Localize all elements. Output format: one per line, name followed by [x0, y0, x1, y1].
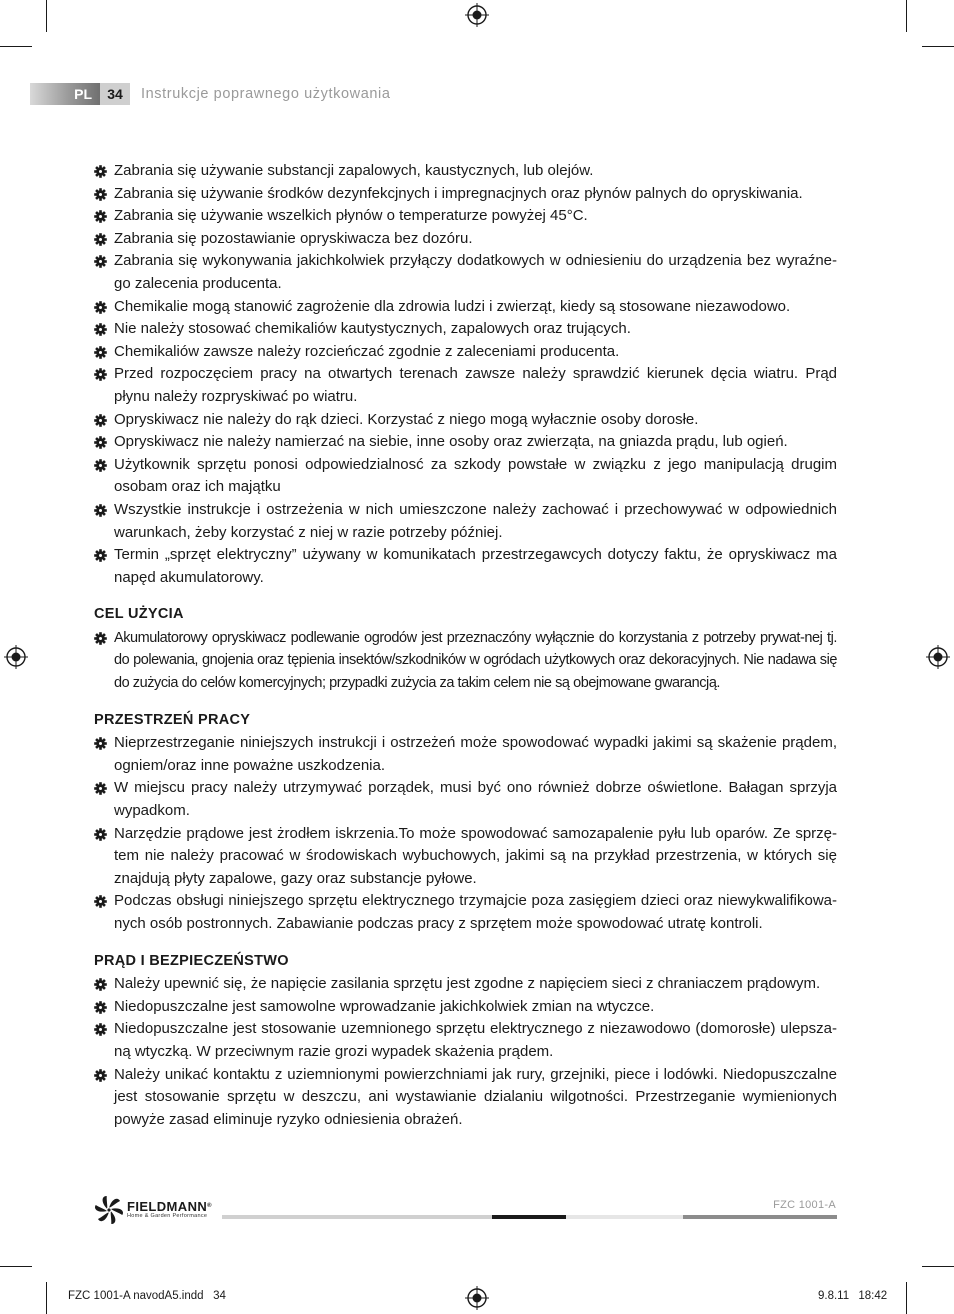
list-item-text: Chemikalie mogą stanowić zagrożenie dla zdrowia ludzi i zwierząt, kiedy są stosowane niezawodowo.	[114, 297, 791, 315]
list-item-text: Opryskiwacz nie należy namierzać na siebie, inne osoby oraz zwierząta, na gniazda prądu, lub ogień.	[114, 433, 788, 451]
section-title: PRZESTRZEŃ PRACY	[94, 711, 251, 728]
print-slug-timestamp	[818, 1290, 887, 1302]
gear-bullet-icon	[94, 188, 107, 201]
list-item	[94, 627, 837, 695]
gear-bullet-icon	[94, 436, 107, 449]
list-item-text: Należy upewnić się, że napięcie zasilania sprzętu jest zgodne z napięciem sieci z chraniaczem prądowym.	[114, 975, 821, 993]
gear-bullet-icon	[94, 368, 107, 381]
list-item	[94, 499, 837, 544]
list-item	[94, 1018, 837, 1063]
list-item	[94, 823, 837, 891]
section	[94, 603, 837, 694]
sections-container	[94, 603, 837, 1131]
document-body	[94, 160, 837, 1131]
list-item-text: Nieprzestrzeganie niniejszych instrukcji i ostrzeżeń może spowodować wypadki jakimi są skażenie prądem, ogniem/oraz inne poważne uszkodzenia.	[114, 734, 837, 774]
list-item	[94, 341, 837, 364]
section	[94, 950, 837, 1132]
gear-bullet-icon	[94, 346, 107, 359]
gear-bullet-icon	[94, 737, 107, 750]
list-item-text: Nie należy stosować chemikaliów kautystycznych, zapalowych oraz trujących.	[114, 320, 631, 338]
list-item	[94, 890, 837, 935]
list-item-text: Zabrania się używanie środków dezynfekcjnych i impregnacjnych oraz płynów palnych do opryskiwania.	[114, 184, 803, 202]
gear-bullet-icon	[94, 255, 107, 268]
list-item-text: Zabrania się używanie substancji zapalowych, kaustycznych, lub olejów.	[114, 162, 594, 179]
list-item-text: Podczas obsługi niniejszego sprzętu elektrycznego trzymajcie poza zasięgiem dzieci oraz niewykwalifikowa-nych osób postronnych. Zabawianie podczas pracy z sprzętem może spowodować utratę kontroli.	[114, 892, 837, 932]
list-item-text: Zabrania się pozostawianie opryskiwacza bez dozóru.	[114, 229, 473, 247]
intro-bullet-list	[94, 160, 837, 589]
registration-mark-icon	[926, 645, 950, 669]
gear-bullet-icon	[94, 1001, 107, 1014]
footer-bar-mid	[683, 1215, 837, 1219]
list-item	[94, 409, 837, 432]
crop-mark-bottom-left-h	[0, 1266, 32, 1267]
language-label: PL	[30, 83, 100, 105]
registration-mark-icon	[465, 3, 489, 27]
list-item-text: Użytkownik sprzętu ponosi odpowiedzialnosć za szkody powstałe w związku z jego manipulacją drugim osobam oraz ich majątku	[114, 455, 837, 496]
page-header-band	[30, 83, 130, 105]
list-item	[94, 431, 837, 454]
page-title: Instrukcje poprawnego użytkowania	[141, 86, 391, 102]
crop-mark-top-right-v	[906, 0, 907, 32]
gear-bullet-icon	[94, 895, 107, 908]
list-item-text: Zabrania się używanie wszelkich płynów o temperaturze powyżej 45°C.	[114, 207, 588, 225]
list-item-text: Niedopuszczalne jest stosowanie uzemnionego sprzętu elektrycznego z niezawodowo (domorosłe) ulepsza-ną wtyczką. W przeciwnym razie grozi wypadek skażenia prądem.	[114, 1020, 837, 1060]
list-item	[94, 183, 837, 206]
list-item-text: Narzędzie prądowe jest żrodłem iskrzenia.To może spowodować samozapalenie pyłu lub oparów. Ze sprzę-tem nie należy pracować w środowiskach wybuchowych, jakimi są na przykład przestrzenia, w których się znajdują płyty zapalowe, gazy oraz substancje pyłowe.	[114, 824, 837, 887]
brand-logo	[94, 1194, 224, 1226]
list-item	[94, 363, 837, 408]
list-item-text: Akumulatorowy opryskiwacz podlewanie ogrodów jest przeznaczóny wyłącznie do korzystania z potrzeby prywat-nej tj. do polewania, gnojenia oraz tępienia insektów/szkodników w ogródach użytkowych oraz dekoracyjnych. Nie nadawa się do zużycia do celów komercyjnych; przypadki zużycia za takim celem nie są obejmowane gwarancją.	[114, 629, 837, 692]
list-item-text: W miejscu pracy należy utrzymywać porządek, musi być ono również dobrze oświetlone. Bałagan sprzyja wypadkom.	[114, 779, 837, 820]
list-item	[94, 454, 837, 499]
gear-bullet-icon	[94, 210, 107, 223]
crop-mark-top-left-v	[46, 0, 47, 32]
gear-bullet-icon	[94, 782, 107, 795]
footer-bar-dark	[492, 1215, 566, 1219]
crop-mark-top-right-h	[922, 46, 954, 47]
list-item	[94, 732, 837, 777]
list-item	[94, 228, 837, 251]
gear-bullet-icon	[94, 632, 107, 645]
print-slug-time: 18:42	[858, 1290, 888, 1302]
crop-mark-bottom-left-v	[46, 1282, 47, 1314]
list-item	[94, 160, 837, 183]
list-item-text: Chemikaliów zawsze należy rozcieńczać zgodnie z zaleceniami producenta.	[114, 342, 620, 360]
list-item	[94, 777, 837, 822]
gear-bullet-icon	[94, 414, 107, 427]
print-slug-file: FZC 1001-A navodA5.indd 34	[68, 1290, 226, 1302]
gear-bullet-icon	[94, 978, 107, 991]
gear-bullet-icon	[94, 504, 107, 517]
print-slug-date: 9.8.11	[818, 1290, 850, 1302]
brand-tagline: Home & Garden Performance	[127, 1213, 208, 1219]
brand-name: FIELDMANN®	[127, 1199, 212, 1214]
crop-mark-bottom-right-v	[906, 1282, 907, 1314]
list-item	[94, 973, 837, 996]
list-item	[94, 996, 837, 1019]
list-item-text: Przed rozpoczęciem pracy na otwartych terenach zawsze należy sprawdzić kierunek dęcia wiatru. Prąd płynu należy rozpryskiwać po wiatru.	[114, 365, 837, 405]
gear-bullet-icon	[94, 233, 107, 246]
model-code: FZC 1001-A	[773, 1199, 836, 1211]
list-item-text: Wszystkie instrukcje i ostrzeżenia w nich umieszczone należy zachować i przechowywać w odpowiednich warunkach, żeby korzystać z niej w razie potrzeby później.	[114, 500, 837, 541]
footer-bar-light	[222, 1215, 492, 1219]
section-title: CEL UŻYCIA	[94, 606, 184, 623]
gear-bullet-icon	[94, 1069, 107, 1082]
list-item	[94, 1064, 837, 1132]
gear-bullet-icon	[94, 1023, 107, 1036]
crop-mark-bottom-right-h	[922, 1266, 954, 1267]
fan-logo-icon	[94, 1195, 124, 1225]
gear-bullet-icon	[94, 549, 107, 562]
gear-bullet-icon	[94, 301, 107, 314]
list-item-text: Termin „sprzęt elektryczny” używany w komunikatach przestrzegawcych dotyczy faktu, że opryskiwacz ma napęd akumulatorowy.	[114, 546, 837, 586]
list-item	[94, 318, 837, 341]
list-item	[94, 296, 837, 319]
gear-bullet-icon	[94, 459, 107, 472]
list-item-text: Należy unikać kontaktu z uziemnionymi powierzchniami jak rury, grzejniki, piece i lodówki. Niedopuszczalne jest stosowanie sprzętu w deszczu, ani wystawianie dzialaniu wilgotności. Przestrzeganie wymienionych powyże zasad eliminuje ryzyko odniesienia obrażeń.	[114, 1065, 837, 1128]
page-number: 34	[100, 83, 130, 105]
registration-mark-icon	[465, 1286, 489, 1310]
section	[94, 709, 837, 936]
list-item	[94, 544, 837, 589]
registration-mark-icon	[4, 645, 28, 669]
footer-bar-pale	[566, 1215, 683, 1219]
list-item	[94, 250, 837, 295]
gear-bullet-icon	[94, 165, 107, 178]
gear-bullet-icon	[94, 828, 107, 841]
gear-bullet-icon	[94, 323, 107, 336]
list-item-text: Zabrania się wykonywania jakichkolwiek przyłączy dodatkowych w odniesieniu do urządzenia bez wyraźne-go zalecenia producenta.	[114, 252, 837, 292]
list-item-text: Niedopuszczalne jest samowolne wprowadzanie jakichkolwiek zmian na wtyczce.	[114, 997, 655, 1015]
crop-mark-top-left-h	[0, 46, 32, 47]
list-item	[94, 205, 837, 228]
section-title: PRĄD I BEZPIECZEŃSTWO	[94, 952, 289, 969]
list-item-text: Opryskiwacz nie należy do rąk dzieci. Korzystać z niego mogą wyłacznie osoby dorosłe.	[114, 410, 699, 428]
